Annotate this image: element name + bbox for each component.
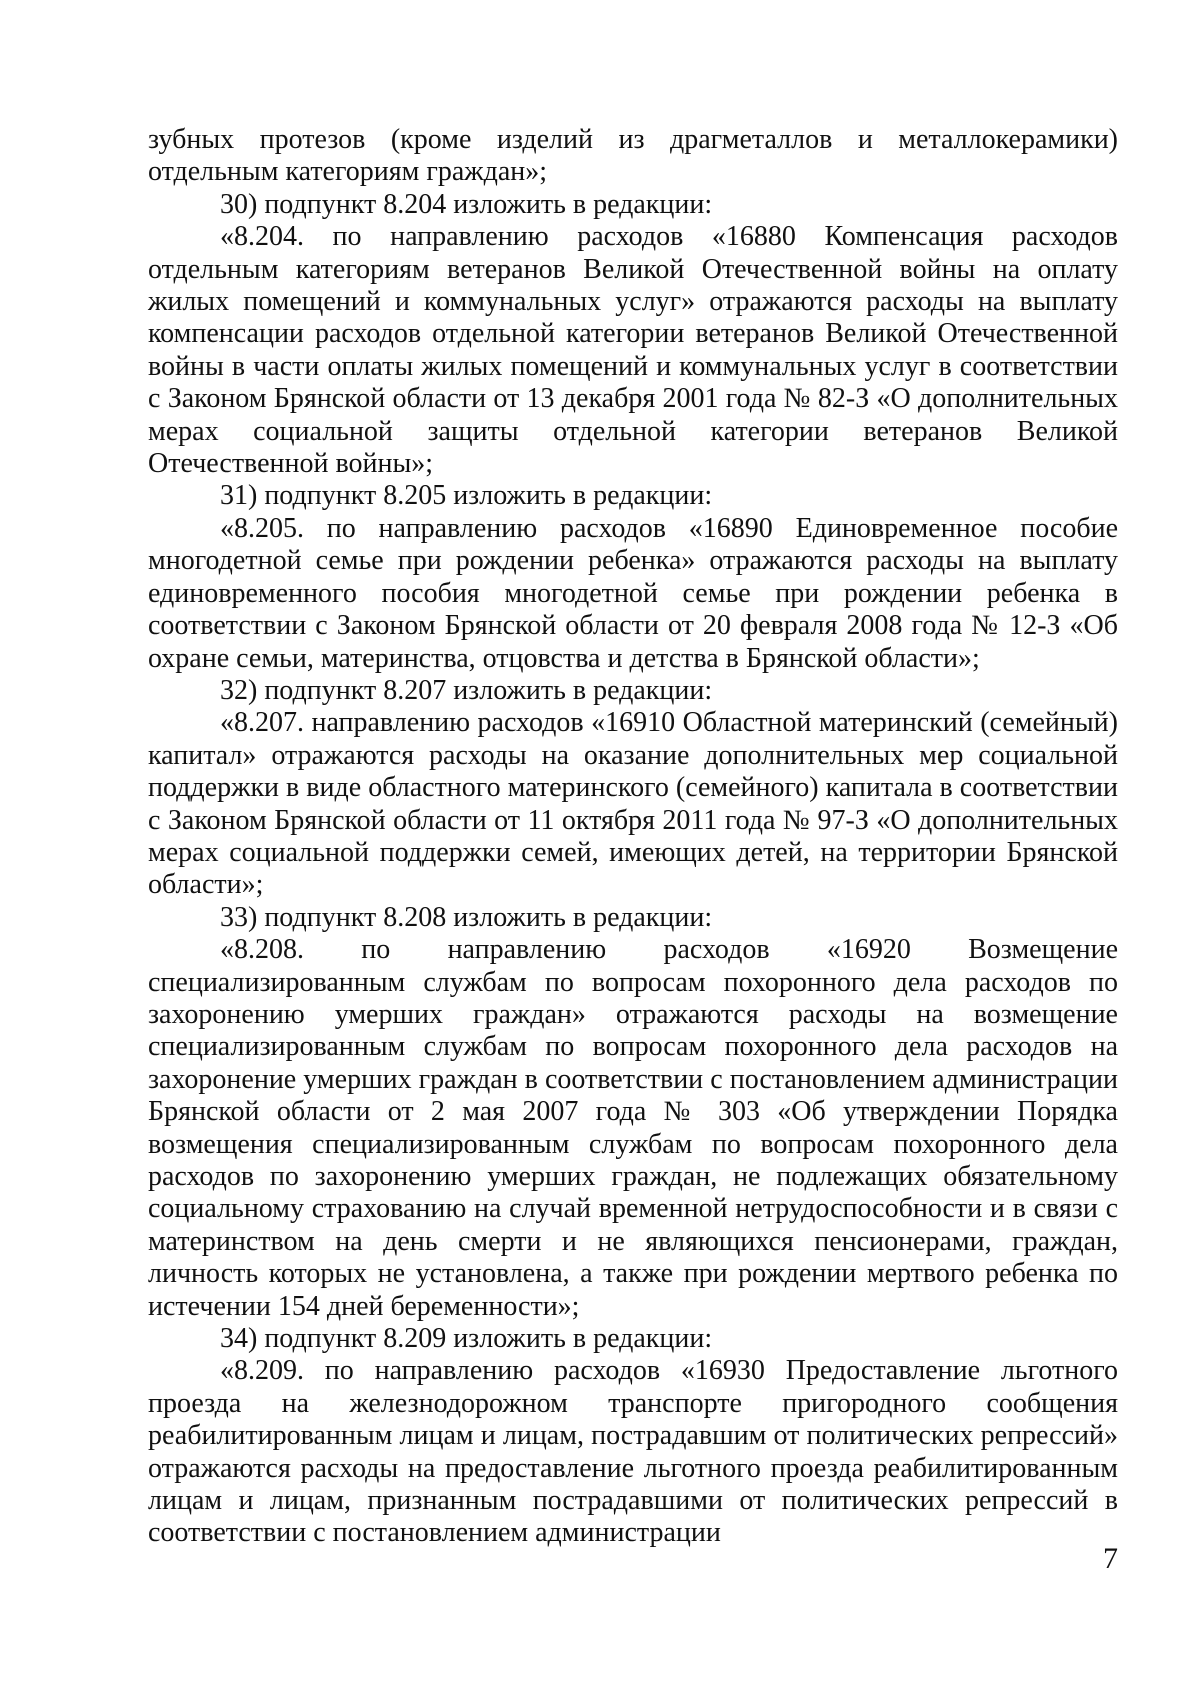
page-number: 7 bbox=[1103, 1542, 1118, 1575]
paragraph-8-204: «8.204. по направлению расходов «16880 Компенсация расходов отдельным категориям ветеранов Великой Отечественной войны на оплату жилых помещений и коммунальных услуг» отражаются расходы на выплату компенсации расходов отдельной категории ветеранов Великой Отечественной войны в части оплаты жилых помещений и коммунальных услуг в соответствии с Законом Брянской области от 13 декабря 2001 года № 82-З «О дополнительных мерах социальной защиты отдельной категории ветеранов Великой Отечественной войны»; bbox=[148, 221, 1118, 480]
paragraph-8-208: «8.208. по направлению расходов «16920 Возмещение специализированным службам по вопросам похоронного дела расходов по захоронению умерших граждан» отражаются расходы на возмещение специализированным службам по вопросам похоронного дела расходов на захоронение умерших граждан в соответствии с постановлением администрации Брянской области от 2 мая 2007 года № 303 «Об утверждении Порядка возмещения специализированным службам по вопросам похоронного дела расходов по захоронению умерших граждан, не подлежащих обязательному социальному страхованию на случай временной нетрудоспособности и в связи с материнством на день смерти и не являющихся пенсионерами, граждан, личность которых не установлена, а также при рождении мертвого ребенка по истечении 154 дней беременности»; bbox=[148, 934, 1118, 1322]
document-body bbox=[148, 124, 1118, 1550]
paragraph-8-205: «8.205. по направлению расходов «16890 Единовременное пособие многодетной семье при рождении ребенка» отражаются расходы на выплату единовременного пособия многодетной семье при рождении ребенка в соответствии с Законом Брянской области от 20 февраля 2008 года № 12-З «Об охране семьи, материнства, отцовства и детства в Брянской области»; bbox=[148, 512, 1118, 674]
paragraph-continuation: зубных протезов (кроме изделий из драгметаллов и металлокерамики) отдельным категориям граждан»; bbox=[148, 124, 1118, 188]
paragraph-8-207: «8.207. направлению расходов «16910 Областной материнский (семейный) капитал» отражаются расходы на оказание дополнительных мер социальной поддержки в виде областного материнского (семейного) капитала в соответствии с Законом Брянской области от 11 октября 2011 года № 97-З «О дополнительных мерах социальной поддержки семей, имеющих детей, на территории Брянской области»; bbox=[148, 707, 1118, 901]
paragraph-item-31: 31) подпункт 8.205 изложить в редакции: bbox=[220, 480, 713, 512]
paragraph-item-34: 34) подпункт 8.209 изложить в редакции: bbox=[220, 1323, 713, 1355]
paragraph-item-33: 33) подпункт 8.208 изложить в редакции: bbox=[220, 901, 713, 933]
paragraph-8-209: «8.209. по направлению расходов «16930 Предоставление льготного проезда на железнодорожном транспорте пригородного сообщения реабилитированным лицам и лицам, пострадавшим от политических репрессий» отражаются расходы на предоставление льготного проезда реабилитированным лицам и лицам, признанным пострадавшими от политических репрессий в соответствии с постановлением администрации bbox=[148, 1355, 1118, 1549]
paragraph-item-30: 30) подпункт 8.204 изложить в редакции: bbox=[220, 188, 713, 220]
paragraph-item-32: 32) подпункт 8.207 изложить в редакции: bbox=[220, 674, 713, 706]
